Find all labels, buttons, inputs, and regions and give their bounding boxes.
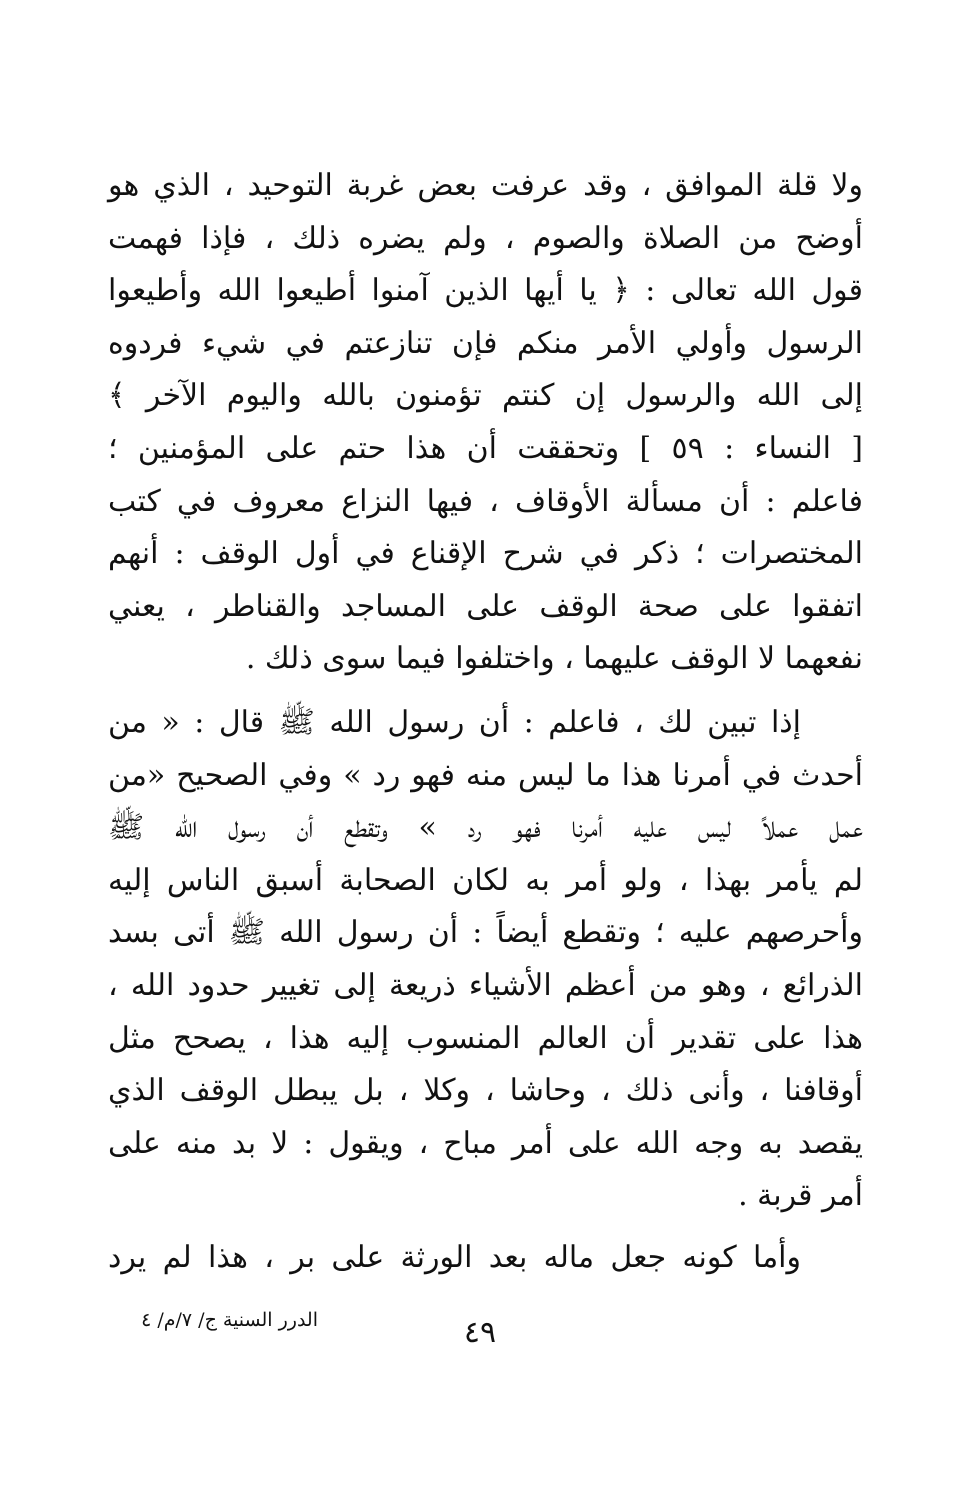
paragraph-3: [108, 1232, 863, 1285]
text-line: نفعهما لا الوقف عليهما ، واختلفوا فيما سوى ذلك .: [245, 641, 863, 677]
text-line: أوقافنا ، وأنى ذلك ، وحاشا ، وكلا ، بل يبطل الوقف الذي: [108, 1073, 863, 1109]
text-line: هذا على تقدير أن العالم المنسوب إليه هذا ، يصحح مثل: [108, 1020, 863, 1056]
paragraph-1: [108, 160, 863, 686]
text-line: عمل عملاً ليس عليه أمرنا فهو رد » وتقطع أن رسول الله ﷺ: [108, 810, 863, 846]
text-line: [ النساء : ٥٩ ] وتحققت أن هذا حتم على المؤمنين ؛: [108, 430, 863, 466]
text-line: إلى الله والرسول إن كنتم تؤمنون بالله واليوم الآخر ﴾: [108, 378, 863, 414]
text-line: الذرائع ، وهو من أعظم الأشياء ذريعة إلى تغيير حدود الله ،: [108, 967, 863, 1003]
text-line: المختصرات ؛ ذكر في شرح الإقناع في أول الوقف : أنهم: [108, 536, 863, 572]
paragraph-2: [108, 697, 863, 1223]
text-line: وأما كونه جعل ماله بعد الورثة على بر ، هذا لم يرد: [108, 1240, 801, 1275]
text-line: وأحرصهم عليه ؛ وتقطع أيضاً : أن رسول الله ﷺ أتى بسد: [108, 915, 863, 951]
text-line: ولا قلة الموافق ، وقد عرفت بعض غربة التوحيد ، الذي هو: [108, 168, 863, 203]
text-line: أوضح من الصلاة والصوم ، ولم يضره ذلك ، فإذا فهمت: [108, 220, 863, 256]
text-line: يقصد به وجه الله على أمر مباح ، ويقول : لا بد منه على: [108, 1125, 863, 1161]
text-line: لم يأمر بهذا ، ولو أمر به لكان الصحابة أسبق الناس إليه: [108, 862, 863, 898]
text-line: قول الله تعالى : ﴿ يا أيها الذين آمنوا أطيعوا الله وأطيعوا: [108, 273, 863, 309]
text-line: أمر قربة .: [738, 1178, 863, 1214]
text-line: اتفقوا على صحة الوقف على المساجد والقناطر ، يعني: [108, 588, 863, 624]
text-line: فاعلم : أن مسألة الأوقاف ، فيها النزاع معروف في كتب: [108, 483, 863, 519]
text-line: الرسول وأولي الأمر منكم فإن تنازعتم في شيء فردوه: [108, 325, 863, 361]
page-number: ٤٩: [463, 1315, 497, 1350]
text-line: إذا تبين لك ، فاعلم : أن رسول الله ﷺ قال : « من: [108, 705, 801, 740]
text-line: أحدث في أمرنا هذا ما ليس منه فهو رد » وفي الصحيح «من: [108, 757, 863, 793]
source-reference: الدرر السنية ج/ ٧/م/ ٤: [141, 1309, 318, 1331]
